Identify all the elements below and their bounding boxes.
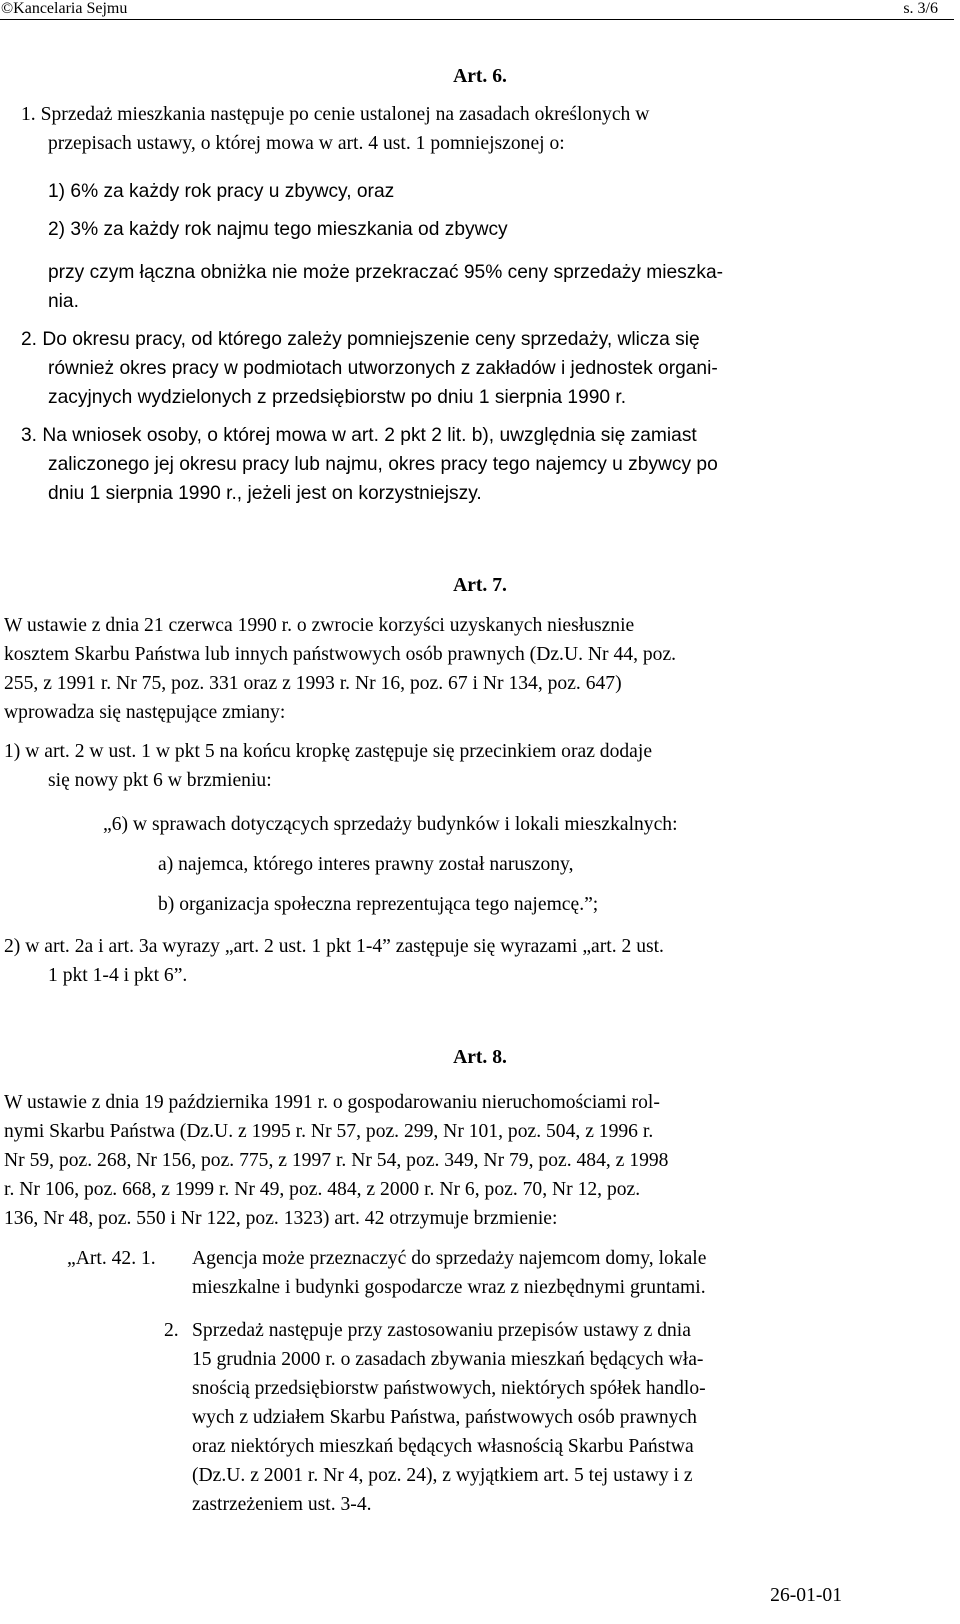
art8-quote2-line3: snością przedsiębiorstw państwowych, niektórych spółek handlo- <box>192 1378 706 1399</box>
art7-intro-line2: kosztem Skarbu Państwa lub innych państwowych osób prawnych (Dz.U. Nr 44, poz. <box>4 644 677 665</box>
art8-line5: 136, Nr 48, poz. 550 i Nr 122, poz. 1323) art. 42 otrzymuje brzmienie: <box>4 1208 558 1229</box>
art6-para3-line3: dniu 1 sierpnia 1990 r., jeżeli jest on korzystniejszy. <box>48 483 482 504</box>
footer-date: 26-01-01 <box>770 1585 842 1606</box>
art7-change1-line1: 1) w art. 2 w ust. 1 w pkt 5 na końcu kropkę zastępuje się przecinkiem oraz dodaje <box>4 741 653 762</box>
art7-change2-line2: 1 pkt 1-4 i pkt 6”. <box>48 965 188 986</box>
art8-quote2-line6: (Dz.U. z 2001 r. Nr 4, poz. 24), z wyjątkiem art. 5 tej ustawy i z <box>192 1465 693 1486</box>
art8-title: Art. 8. <box>453 1047 507 1068</box>
art6-item2: 2) 3% za każdy rok najmu tego mieszkania od zbywcy <box>48 219 508 240</box>
art8-quote2-line1: Sprzedaż następuje przy zastosowaniu przepisów ustawy z dnia <box>192 1320 691 1341</box>
art8-quote1-line1: Agencja może przeznaczyć do sprzedaży najemcom domy, lokale <box>192 1248 707 1269</box>
art7-quote-item-b: b) organizacja społeczna reprezentująca tego najemcę.”; <box>158 894 599 915</box>
art6-para1-line2: przepisach ustawy, o której mowa w art. 4 ust. 1 pomniejszonej o: <box>48 133 565 154</box>
art6-title: Art. 6. <box>453 66 507 87</box>
header-publisher: ©Kancelaria Sejmu <box>1 0 128 17</box>
art7-change2-line1: 2) w art. 2a i art. 3a wyrazy „art. 2 ust. 1 pkt 1-4” zastępuje się wyrazami „art. 2 ust. <box>4 936 664 957</box>
art7-intro-line1: W ustawie z dnia 21 czerwca 1990 r. o zwrocie korzyści uzyskanych niesłusznie <box>4 615 635 636</box>
art8-line4: r. Nr 106, poz. 668, z 1999 r. Nr 49, poz. 484, z 2000 r. Nr 6, poz. 70, Nr 12, poz. <box>4 1179 641 1200</box>
art7-quote-item-a: a) najemca, którego interes prawny został naruszony, <box>158 854 574 875</box>
art6-para2-line3: zacyjnych wydzielonych z przedsiębiorstw po dniu 1 sierpnia 1990 r. <box>48 387 627 408</box>
art8-quote2-line4: wych z udziałem Skarbu Państwa, państwowych osób prawnych <box>192 1407 697 1428</box>
art6-para2-line2: również okres pracy w podmiotach utworzonych z zakładów i jednostek organi- <box>48 358 718 379</box>
art6-para1-line1: 1. Sprzedaż mieszkania następuje po cenie ustalonej na zasadach określonych w <box>21 104 650 125</box>
art7-change1-line2: się nowy pkt 6 w brzmieniu: <box>48 770 272 791</box>
art6-para3-line1: 3. Na wniosek osoby, o której mowa w art. 2 pkt 2 lit. b), uwzględnia się zamiast <box>21 425 697 446</box>
art6-tail-line2: nia. <box>48 291 79 312</box>
art6-para3-line2: zaliczonego jej okresu pracy lub najmu, okres pracy tego najemcy u zbywcy po <box>48 454 718 475</box>
art8-quote2-line2: 15 grudnia 2000 r. o zasadach zbywania mieszkań będących wła- <box>192 1349 704 1370</box>
art8-quote1-line2: mieszkalne i budynki gospodarcze wraz z niezbędnymi gruntami. <box>192 1277 706 1298</box>
art6-item1: 1) 6% za każdy rok pracy u zbywcy, oraz <box>48 181 395 202</box>
header-rule <box>0 19 954 20</box>
art7-title: Art. 7. <box>453 575 507 596</box>
art8-quote2-lead: 2. <box>164 1320 179 1341</box>
art8-line1: W ustawie z dnia 19 października 1991 r. o gospodarowaniu nieruchomościami rol- <box>4 1092 660 1113</box>
art6-tail-line1: przy czym łączna obniżka nie może przekraczać 95% ceny sprzedaży mieszka- <box>48 262 724 283</box>
art7-intro-line3: 255, z 1991 r. Nr 75, poz. 331 oraz z 1993 r. Nr 16, poz. 67 i Nr 134, poz. 647) <box>4 673 622 694</box>
art7-quote-item6: „6) w sprawach dotyczących sprzedaży budynków i lokali mieszkalnych: <box>103 814 678 835</box>
art8-line2: nymi Skarbu Państwa (Dz.U. z 1995 r. Nr 57, poz. 299, Nr 101, poz. 504, z 1996 r. <box>4 1121 654 1142</box>
art8-quote1-lead: „Art. 42. 1. <box>67 1248 156 1269</box>
art7-intro-line4: wprowadza się następujące zmiany: <box>4 702 286 723</box>
art8-quote2-line5: oraz niektórych mieszkań będących własnością Skarbu Państwa <box>192 1436 694 1457</box>
art8-line3: Nr 59, poz. 268, Nr 156, poz. 775, z 1997 r. Nr 54, poz. 349, Nr 79, poz. 484, z 1998 <box>4 1150 669 1171</box>
header-page-number: s. 3/6 <box>903 0 938 17</box>
art8-quote2-line7: zastrzeżeniem ust. 3-4. <box>192 1494 372 1515</box>
art6-para2-line1: 2. Do okresu pracy, od którego zależy pomniejszenie ceny sprzedaży, wlicza się <box>21 329 700 350</box>
